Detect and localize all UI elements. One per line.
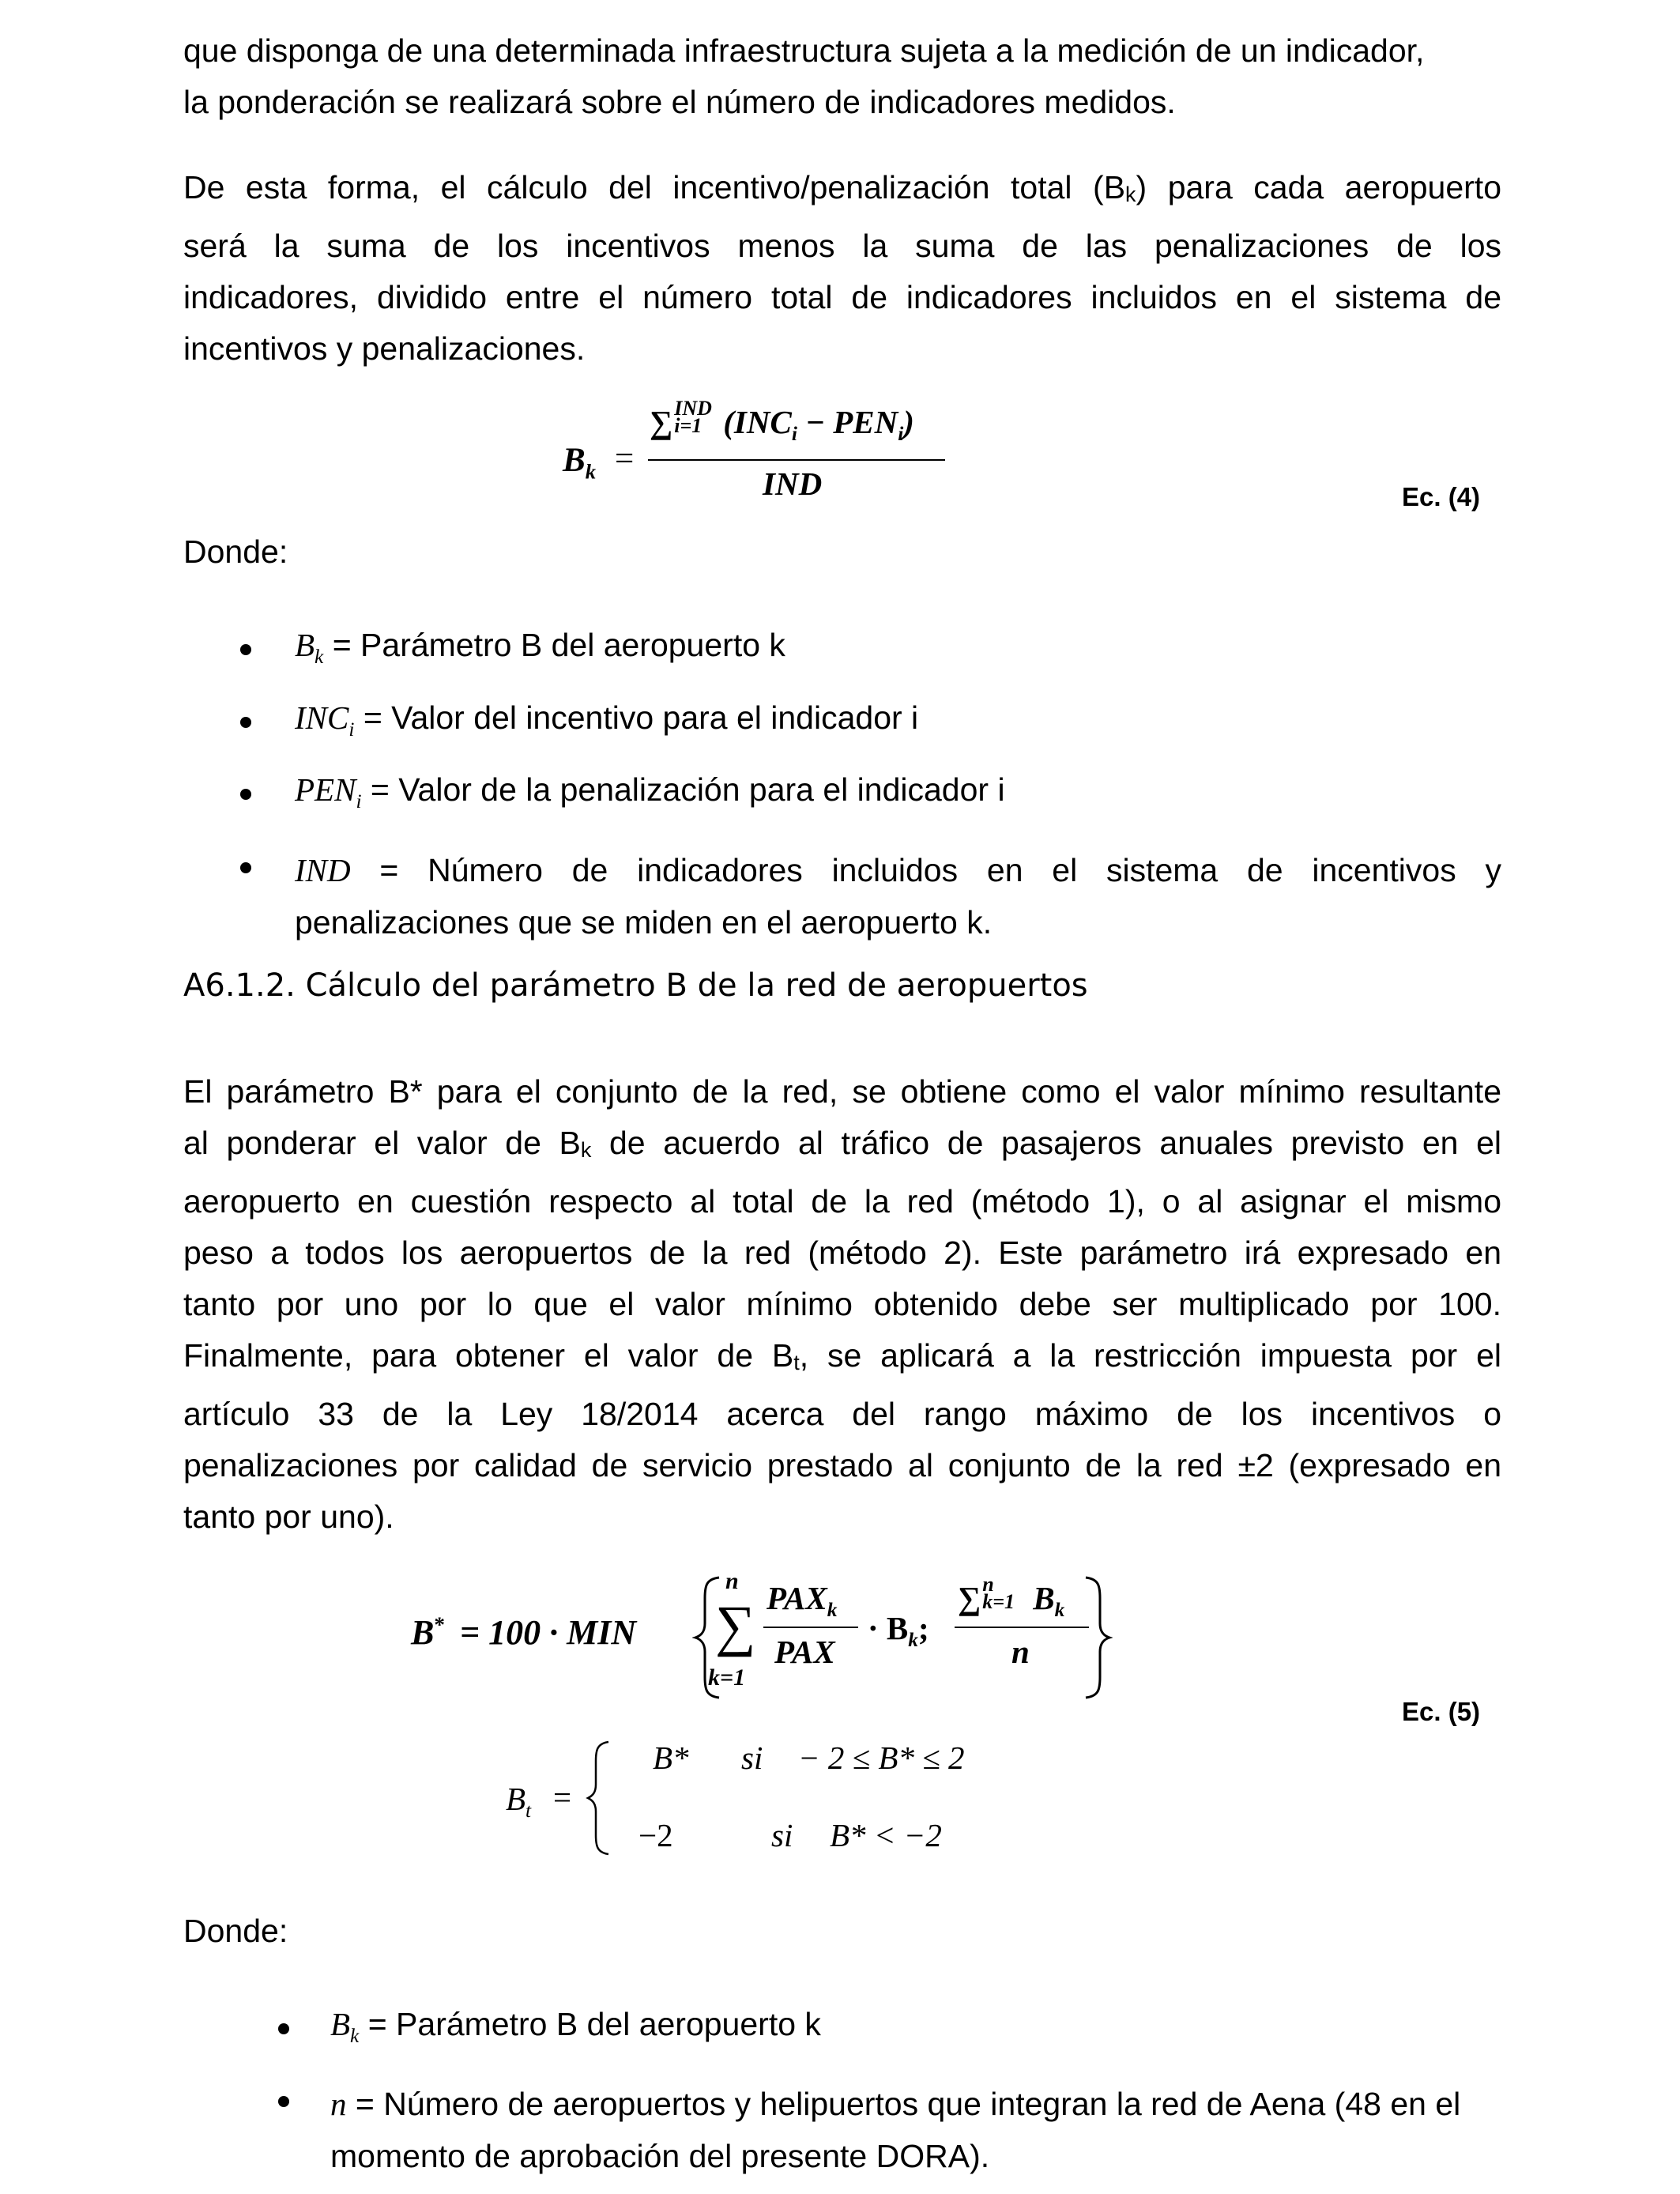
eq5-100-min: = 100 · MIN [460, 1613, 637, 1652]
eq4-numerator: ∑ IND i=1 $(INC_i - PEN_i)$ [650, 397, 914, 446]
donde-label-2: Donde: [183, 1913, 288, 1949]
case2-value: −2 [638, 1817, 673, 1853]
eq4-fraction-bar [648, 459, 945, 461]
case1-value: B* [653, 1740, 689, 1776]
intro-line-1: que disponga de una determinada infraestructura sujeta a la medición de un indicador, [183, 32, 1425, 69]
intro-paragraph [183, 25, 1501, 128]
eq4-denominator: IND [763, 466, 823, 502]
piecewise-brace [585, 1739, 613, 1857]
eq4-lhs: $B_k$ [563, 442, 597, 484]
eq5-frac2-bar [955, 1627, 1089, 1628]
b-star-paragraph [183, 1066, 1501, 1543]
bullet [278, 2023, 289, 2034]
bk-description-paragraph [183, 162, 1501, 375]
eq4-label: Ec. (4) [1402, 482, 1481, 511]
eq5-frac1-denominator: PAX [774, 1634, 835, 1670]
bullet [240, 644, 251, 655]
intro-line-2: la ponderación se realizará sobre el número de indicadores medidos. [183, 84, 1176, 120]
bullet [240, 862, 251, 873]
list-item: IND = Número de indicadores incluidos en el sistema de incentivos y penalizaciones que se miden en el aeropuerto k. [295, 852, 1501, 941]
eq5-dot-bk: · $B_k$; [868, 1610, 929, 1652]
bullet [240, 789, 251, 800]
list-item: $INC_i$ = Valor del incentivo para el indicador i [295, 699, 919, 741]
list-item: n = Número de aeropuertos y helipuertos que integran la red de Aena (48 en el momento de aprobación del presente DORA). [330, 2086, 1461, 2174]
p3-line-4: peso a todos los aeropuertos de la red (método 2). Este parámetro irá expresado en [183, 1235, 1501, 1271]
list-item: $B_k$ = Parámetro B del aeropuerto k [295, 627, 785, 669]
bullet [278, 2096, 289, 2107]
eq5-lhs: B* [411, 1612, 445, 1652]
eq5-sum-sign: ∑ [715, 1594, 756, 1657]
eq5-sum-upper: n [725, 1568, 739, 1594]
p3-line-3: aeropuerto en cuestión respecto al total de la red (método 1), o al asignar el mismo [183, 1183, 1501, 1220]
p3-line-9: tanto por uno). [183, 1498, 394, 1535]
p3-line-2: al ponderar el valor de Bk de acuerdo al tráfico de pasajeros anuales previsto en el [183, 1125, 1501, 1162]
case1-si: si [741, 1740, 763, 1776]
case2-si: si [771, 1817, 793, 1853]
eq5-right-brace [1081, 1574, 1113, 1701]
list-item: $B_k$ = Parámetro B del aeropuerto k [330, 2006, 821, 2048]
eq5-frac1-numerator: $PAX_k$ [767, 1580, 838, 1622]
eq5-frac2-numerator: ∑ n k=1 $B_k$ [958, 1573, 1065, 1622]
eq4-equals: = [615, 440, 635, 477]
eq5-frac1-bar [763, 1627, 858, 1628]
p2-line-1: De esta forma, el cálculo del incentivo/penalización total (Bk) para cada aeropuerto [183, 169, 1501, 206]
bt-lhs: $B_t$ [506, 1781, 532, 1823]
eq5-sum-lower: k=1 [708, 1664, 746, 1691]
p3-line-7: artículo 33 de la Ley 18/2014 acerca del rango máximo de los incentivos o [183, 1396, 1501, 1432]
list-item: $PEN_i$ = Valor de la penalización para el indicador i [295, 771, 1005, 813]
p3-line-8: penalizaciones por calidad de servicio prestado al conjunto de la red ±2 (expresado en [183, 1447, 1501, 1483]
p3-line-6: Finalmente, para obtener el valor de Bt, se aplicará a la restricción impuesta por el [183, 1337, 1501, 1374]
p2-line-4: incentivos y penalizaciones. [183, 330, 586, 367]
case2-condition: B* < −2 [830, 1817, 942, 1853]
section-heading: A6.1.2. Cálculo del parámetro B de la red de aeropuertos [183, 967, 1088, 1004]
p3-line-1: El parámetro B* para el conjunto de la red, se obtiene como el valor mínimo resultante [183, 1073, 1501, 1110]
donde-label-1: Donde: [183, 533, 288, 570]
p3-line-5: tanto por uno por lo que el valor mínimo obtenido debe ser multiplicado por 100. [183, 1286, 1501, 1322]
eq5-label: Ec. (5) [1402, 1697, 1481, 1726]
case1-condition: − 2 ≤ B* ≤ 2 [798, 1740, 965, 1776]
bt-equals: = [553, 1779, 572, 1815]
p2-line-2: será la suma de los incentivos menos la suma de las penalizaciones de los [183, 228, 1501, 264]
eq5-frac2-denominator: n [1011, 1634, 1030, 1670]
bullet [240, 717, 251, 728]
p2-line-3: indicadores, dividido entre el número total de indicadores incluidos en el sistema de [183, 279, 1501, 315]
